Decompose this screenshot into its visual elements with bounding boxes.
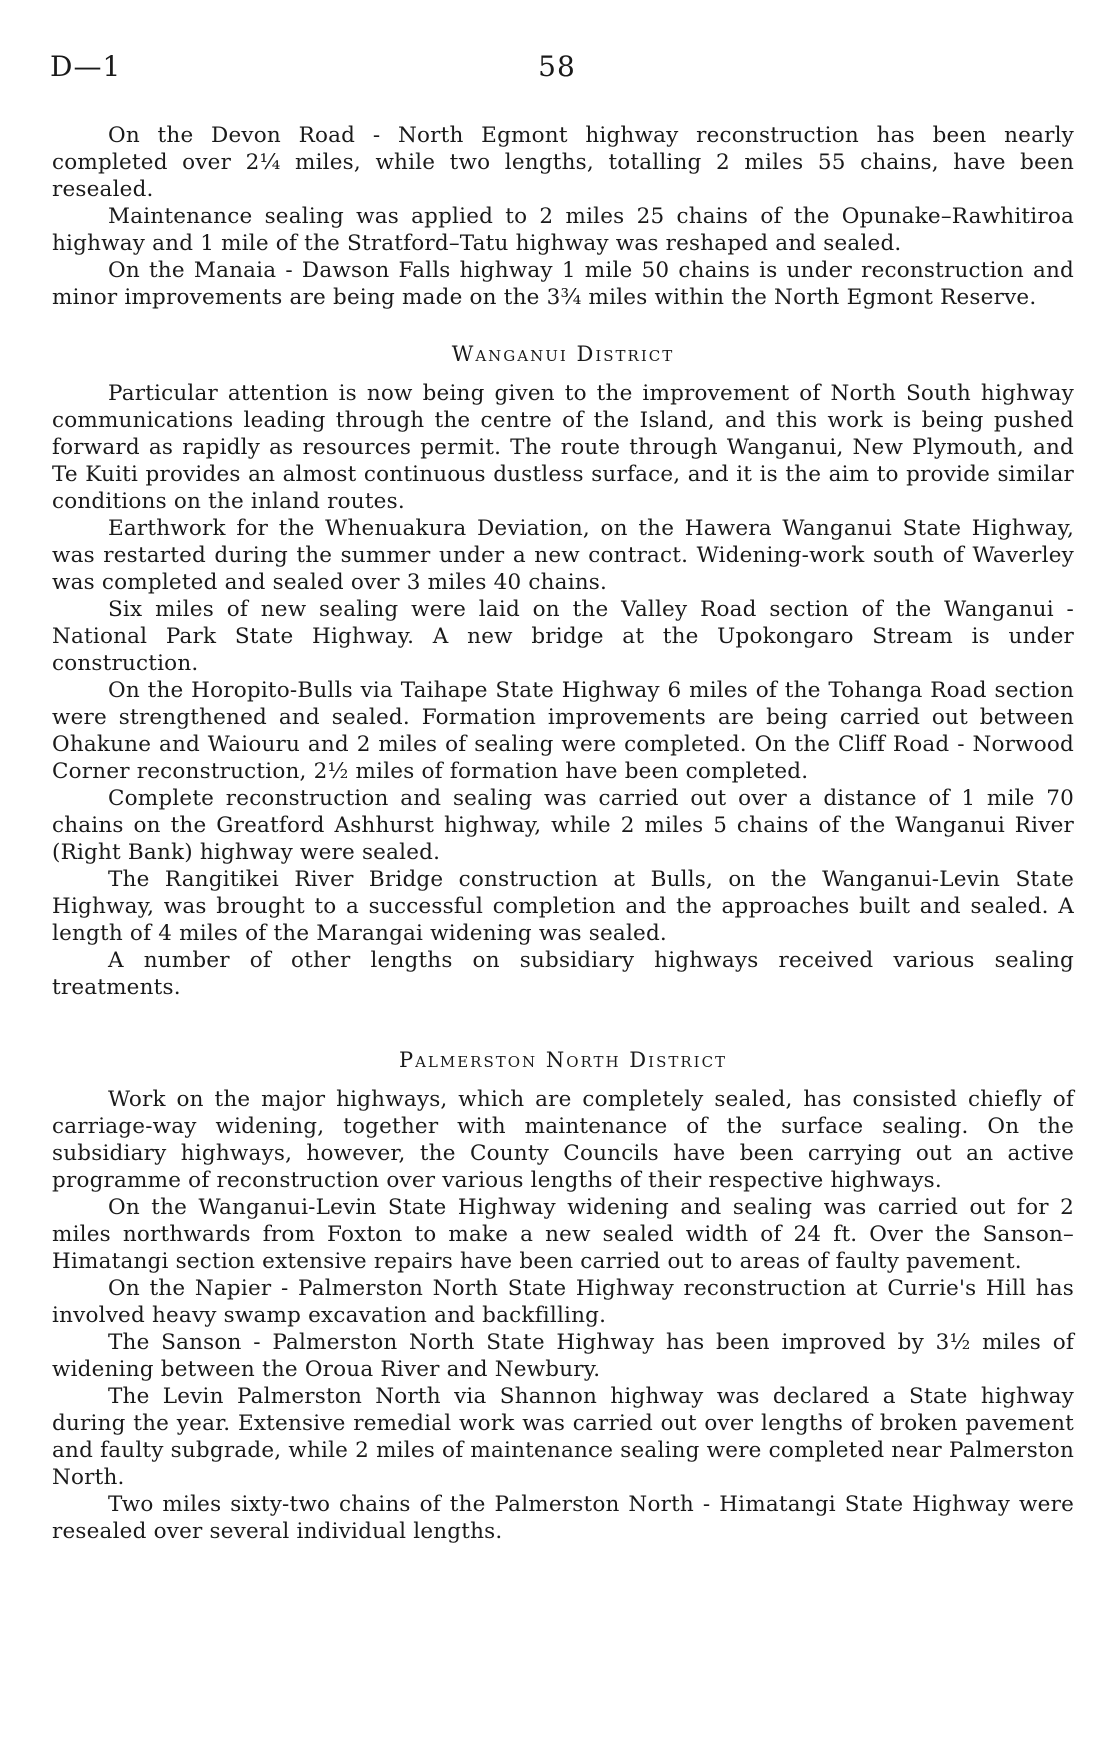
intro-paragraph: On the Devon Road - North Egmont highway reconstruction has been nearly completed over 2¼ miles, while two lengths, totalling 2 miles 55 chains, have been resealed. <box>52 123 1074 202</box>
wanganui-paragraph: Earthwork for the Whenuakura Deviation, on the Hawera Wanganui State Highway, was restarted during the summer under a new contract. Widening-work south of Waverley was completed and sealed over 3 miles 40 chains. <box>52 516 1074 595</box>
palmerston-paragraph: On the Napier - Palmerston North State Highway reconstruction at Currie's Hill has involved heavy swamp excavation and backfilling. <box>52 1276 1074 1328</box>
palmerston-paragraph: The Sanson - Palmerston North State Highway has been improved by 3½ miles of widening between the Oroua River and Newbury. <box>52 1330 1074 1382</box>
document-reference: D—1 <box>50 50 122 83</box>
page-header <box>50 50 1064 90</box>
intro-paragraph: Maintenance sealing was applied to 2 miles 25 chains of the Opunake–Rawhitiroa highway and 1 mile of the Stratford–Tatu highway was reshaped and sealed. <box>52 204 1074 256</box>
palmerston-paragraph: Work on the major highways, which are completely sealed, has consisted chiefly of carriage-way widening, together with maintenance of the surface sealing. On the subsidiary highways, however, the County Councils have been carrying out an active programme of reconstruction over various lengths of their respective highways. <box>52 1087 1074 1193</box>
palmerston-paragraph: Two miles sixty-two chains of the Palmerston North - Himatangi State Highway were resealed over several individual lengths. <box>52 1492 1074 1544</box>
section-heading-wanganui-district: Wanganui District <box>451 342 675 366</box>
wanganui-paragraph: On the Horopito-Bulls via Taihape State Highway 6 miles of the Tohanga Road section were strengthened and sealed. Formation improvements are being carried out between Ohakune and Waiouru and 2 miles of sealing were completed. On the Cliff Road - Norwood Corner reconstruction, 2½ miles of formation have been completed. <box>52 678 1074 784</box>
section-heading-palmerston-north-district: Palmerston North District <box>398 1048 728 1072</box>
wanganui-paragraph: The Rangitikei River Bridge construction at Bulls, on the Wanganui-Levin State Highway, was brought to a successful completion and the approaches built and sealed. A length of 4 miles of the Marangai widening was sealed. <box>52 867 1074 946</box>
wanganui-paragraph: Six miles of new sealing were laid on the Valley Road section of the Wanganui - National Park State Highway. A new bridge at the Upokongaro Stream is under construction. <box>52 597 1074 676</box>
wanganui-paragraph: Particular attention is now being given to the improvement of North South highway communications leading through the centre of the Island, and this work is being pushed forward as rapidly as resources permit. The route through Wanganui, New Plymouth, and Te Kuiti provides an almost continuous dustless surface, and it is the aim to provide similar conditions on the inland routes. <box>52 381 1074 514</box>
intro-paragraph: On the Manaia - Dawson Falls highway 1 mile 50 chains is under reconstruction and minor improvements are being made on the 3¾ miles within the North Egmont Reserve. <box>52 258 1074 310</box>
palmerston-paragraph: On the Wanganui-Levin State Highway widening and sealing was carried out for 2 miles northwards from Foxton to make a new sealed width of 24 ft. Over the Sanson–Himatangi section extensive repairs have been carried out to areas of faulty pavement. <box>52 1195 1074 1274</box>
page-number: 58 <box>538 50 576 83</box>
palmerston-paragraph: The Levin Palmerston North via Shannon highway was declared a State highway during the year. Extensive remedial work was carried out over lengths of broken pavement and faulty subgrade, while 2 miles of maintenance sealing were completed near Palmerston North. <box>52 1384 1074 1490</box>
body-text <box>52 122 1074 1545</box>
wanganui-paragraph: Complete reconstruction and sealing was carried out over a distance of 1 mile 70 chains on the Greatford Ashhurst highway, while 2 miles 5 chains of the Wanganui River (Right Bank) highway were sealed. <box>52 786 1074 865</box>
wanganui-paragraph: A number of other lengths on subsidiary highways received various sealing treatments. <box>52 948 1074 1000</box>
